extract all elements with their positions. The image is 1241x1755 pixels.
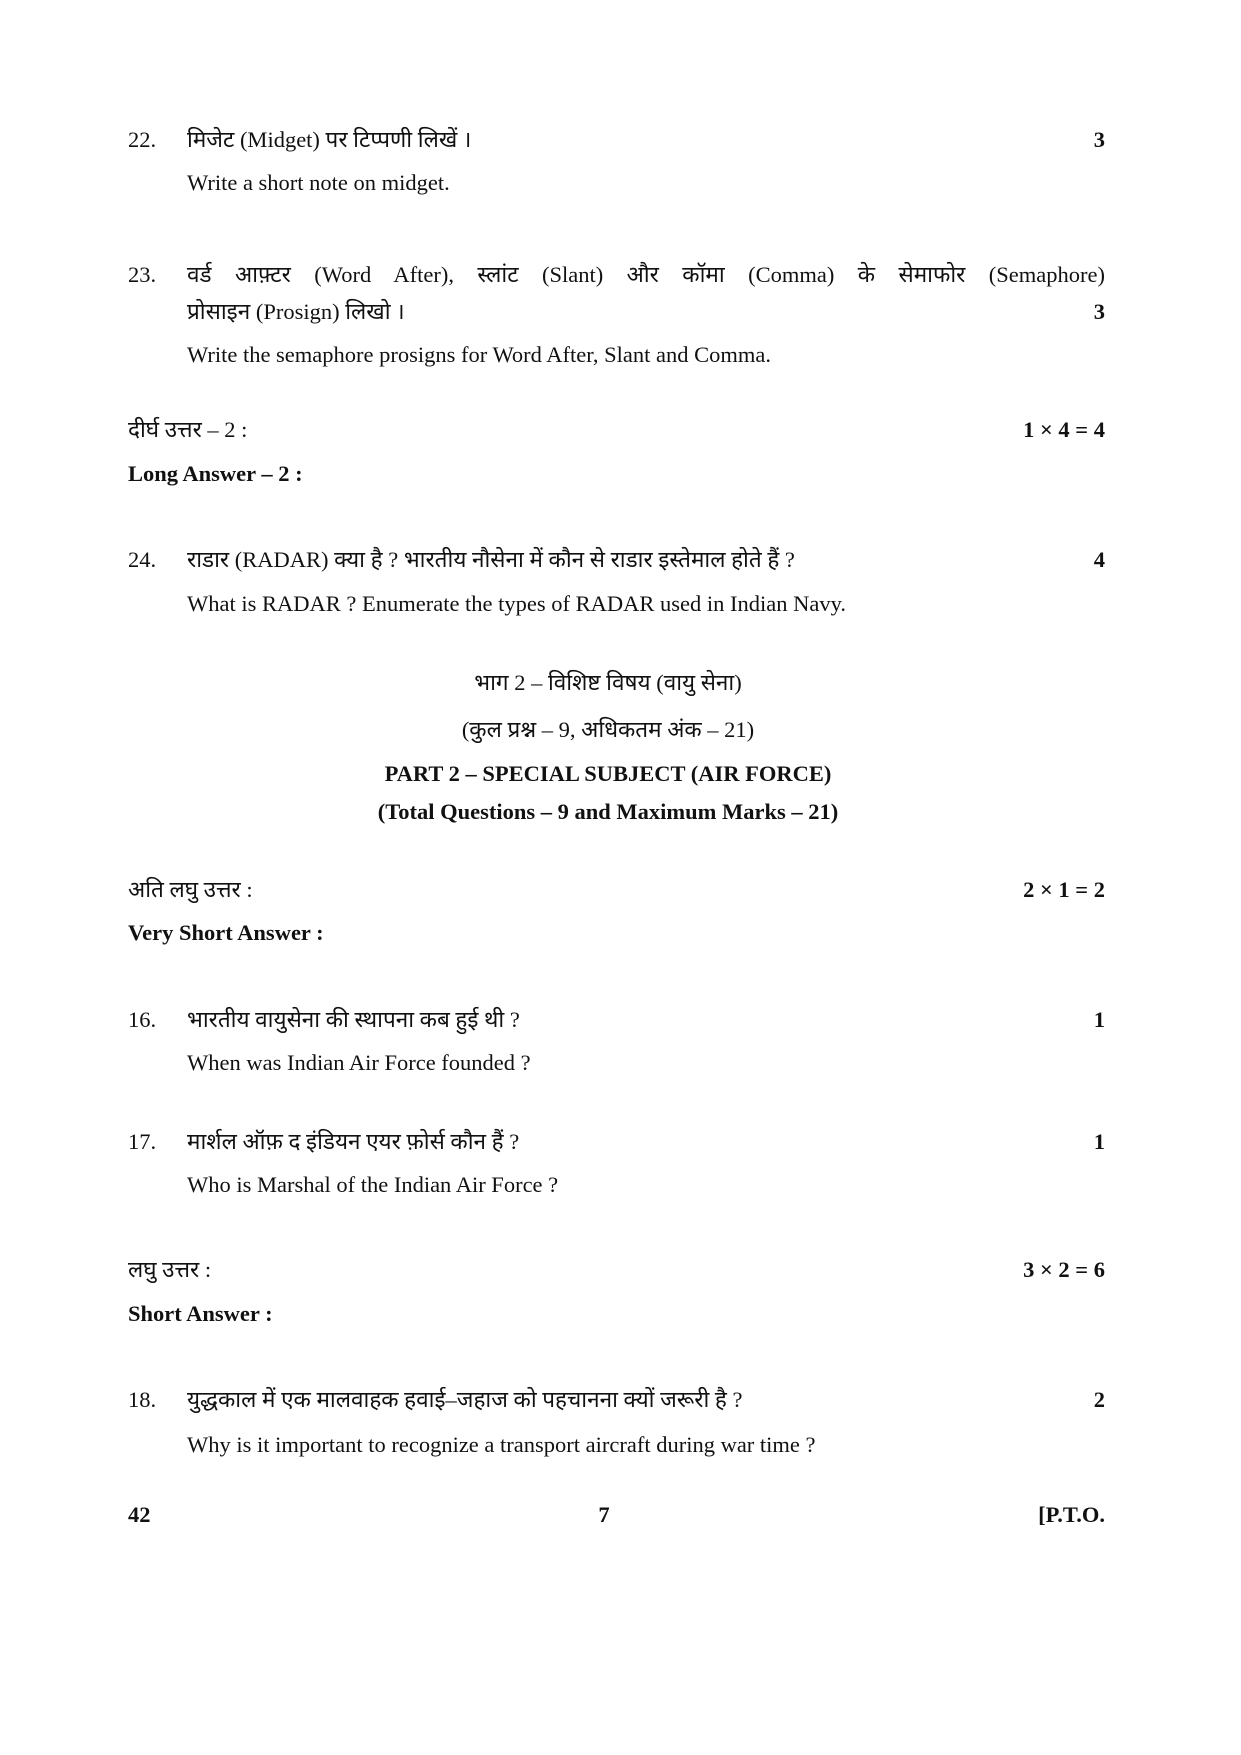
question-hindi-text: राडार (RADAR) क्या है ? भारतीय नौसेना में कौन से राडार इस्तेमाल होते हैं ? — [187, 547, 795, 572]
question-number: 22. — [128, 127, 157, 152]
section-marks-formula: 3 × 2 = 6 — [1023, 1257, 1105, 1282]
part2-english-title: PART 2 – SPECIAL SUBJECT (AIR FORCE) — [384, 761, 832, 786]
question-english-text: What is RADAR ? Enumerate the types of RADAR used in Indian Navy. — [187, 591, 847, 616]
question-number: 16. — [128, 1007, 157, 1032]
question-marks: 3 — [1093, 127, 1105, 152]
question-hindi-text: भारतीय वायुसेना की स्थापना कब हुई थी ? — [187, 1007, 520, 1032]
section-marks-formula: 1 × 4 = 4 — [1023, 417, 1105, 442]
part2-hindi-subtitle: (कुल प्रश्न – 9, अधिकतम अंक – 21) — [461, 717, 755, 742]
section-heading-english: Very Short Answer : — [128, 920, 324, 945]
part2-english-subtitle: (Total Questions – 9 and Maximum Marks – 21) — [377, 799, 839, 824]
question-marks: 4 — [1093, 547, 1105, 572]
paper-code: 42 — [128, 1502, 151, 1527]
section-marks-formula: 2 × 1 = 2 — [1023, 877, 1105, 902]
question-number: 18. — [128, 1387, 157, 1412]
page-number: 7 — [598, 1502, 610, 1527]
section-heading-hindi: दीर्घ उत्तर – 2 : — [128, 417, 248, 442]
question-number: 24. — [128, 547, 157, 572]
question-marks: 1 — [1093, 1129, 1105, 1154]
question-hindi-text: मार्शल ऑफ़ द इंडियन एयर फ़ोर्स कौन हैं ? — [187, 1129, 520, 1154]
section-heading-hindi: लघु उत्तर : — [128, 1257, 212, 1282]
section-heading-english: Short Answer : — [128, 1301, 273, 1326]
please-turn-over: [P.T.O. — [1038, 1502, 1105, 1527]
question-marks: 1 — [1093, 1007, 1105, 1032]
question-english-text: Write the semaphore prosigns for Word After, Slant and Comma. — [187, 342, 771, 367]
question-english-text: Who is Marshal of the Indian Air Force ? — [187, 1172, 559, 1197]
question-hindi-text: वर्ड आफ़्टर (Word After), स्लांट (Slant) और कॉमा (Comma) के सेमाफोर (Semaphore) — [187, 262, 1105, 287]
question-hindi-text: युद्धकाल में एक मालवाहक हवाई–जहाज को पहचानना क्यों जरूरी है ? — [187, 1387, 743, 1412]
question-marks: 2 — [1093, 1387, 1105, 1412]
section-heading-english: Long Answer – 2 : — [128, 461, 303, 486]
question-english-text: Write a short note on midget. — [187, 170, 450, 195]
question-hindi-text-continued: प्रोसाइन (Prosign) लिखो । — [187, 299, 405, 324]
question-english-text: Why is it important to recognize a transport aircraft during war time ? — [187, 1432, 816, 1457]
question-english-text: When was Indian Air Force founded ? — [187, 1050, 531, 1075]
question-number: 23. — [128, 262, 157, 287]
part2-hindi-title: भाग 2 – विशिष्ट विषय (वायु सेना) — [474, 670, 742, 695]
question-number: 17. — [128, 1129, 157, 1154]
question-hindi-text: मिजेट (Midget) पर टिप्पणी लिखें । — [187, 127, 472, 152]
section-heading-hindi: अति लघु उत्तर : — [128, 877, 253, 902]
question-marks: 3 — [1093, 299, 1105, 324]
